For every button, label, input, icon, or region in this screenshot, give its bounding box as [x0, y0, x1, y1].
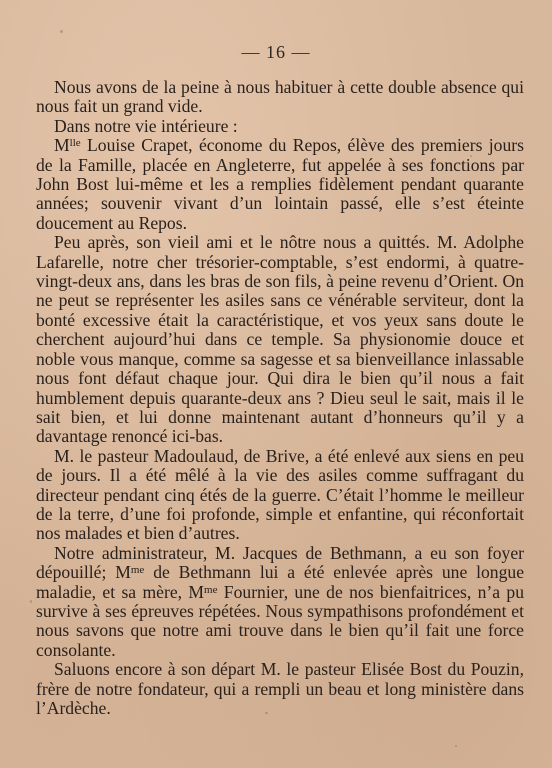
body-text — [36, 78, 524, 718]
paragraph-madoulaud: M. le pasteur Madoulaud, de Brive, a été enlevé aux siens en peu de jours. Il a été mêlé à la vie des asiles comme suffragant du directeur pendant cinq étés de la guerre. C’était l’homme le meilleur de la terre, d’une foi profonde, simple et enfantine, qui réconfortait nos malades et bien d’autres. — [36, 445, 524, 544]
title-abbreviation-superscript: me — [204, 583, 218, 596]
paragraph-bethmann-part-2: de Bethmann lui a été enlevée après une longue maladie, et sa mère, M — [36, 562, 524, 602]
paragraph-absence: Nous avons de la peine à nous habituer à cette double absence qui nous fait un grand vide. — [36, 77, 524, 117]
paper-speck — [455, 745, 457, 747]
paper-speck — [470, 155, 472, 157]
paper-speck — [60, 30, 63, 33]
paragraph-crapet — [36, 136, 524, 233]
paper-speck — [30, 600, 32, 603]
paragraph-bethmann-part-1: Notre administrateur, M. Jacques de Bethmann, a eu son foyer dépouillé; M — [36, 542, 524, 583]
page-number: — 16 — — [241, 42, 311, 62]
paragraph-bethmann — [36, 544, 524, 660]
title-abbreviation: M — [54, 135, 70, 156]
paragraph-bost: Saluons encore à son départ M. le pasteur Elisée Bost du Pouzin, frère de notre fondateur, qui a rempli un beau et long ministère dans l’Ardèche. — [36, 659, 524, 718]
paragraph-crapet-text: Louise Crapet, économe du Repos, élève des premiers jours de la Famille, placée en Angleterre, fut appelée à ses fonctions par John Bost lui-même et les a remplies fidèlement pendant quarante années; souvenir vivant d’un lointain passé, elle s’est éteinte doucement au Repos. — [36, 135, 524, 233]
paragraph-bethmann-part-3: Fournier, une de nos bienfaitrices, n’a pu survive à ses épreuves répétées. Nous sympathisons profondément et nous savons que notre ami trouve dans le bien qu’il fait une force consolante. — [36, 581, 524, 660]
paragraph-lafarelle: Peu après, son vieil ami et le nôtre nous a quittés. M. Adolphe Lafarelle, notre cher trésorier-comptable, s’est endormi, à quatre-vingt-deux ans, dans les bras de son fils, à peine revenu d’Orient. On ne peut se représenter les asiles sans ce vénérable serviteur, dont la bonté excessive était la caractéristique, et vos yeux sans doute le cherchent aujourd’hui dans ce temple. Sa physionomie douce et noble vous manque, comme sa sagesse et sa bienveillance inlassable nous font défaut chaque jour. Qui dira le bien qu’il nous a fait humblement depuis quarante-deux ans ? Dieu seul le sait, mais il le sait bien, et lui donne maintenant autant d’honneurs qu’il y a davantage renoncé ici-bas. — [36, 232, 524, 447]
paragraph-vie-interieure: Dans notre vie intérieure : — [54, 115, 238, 136]
title-abbreviation-superscript: lle — [69, 137, 81, 150]
title-abbreviation-superscript: me — [130, 564, 145, 577]
paper-speck — [265, 712, 268, 714]
